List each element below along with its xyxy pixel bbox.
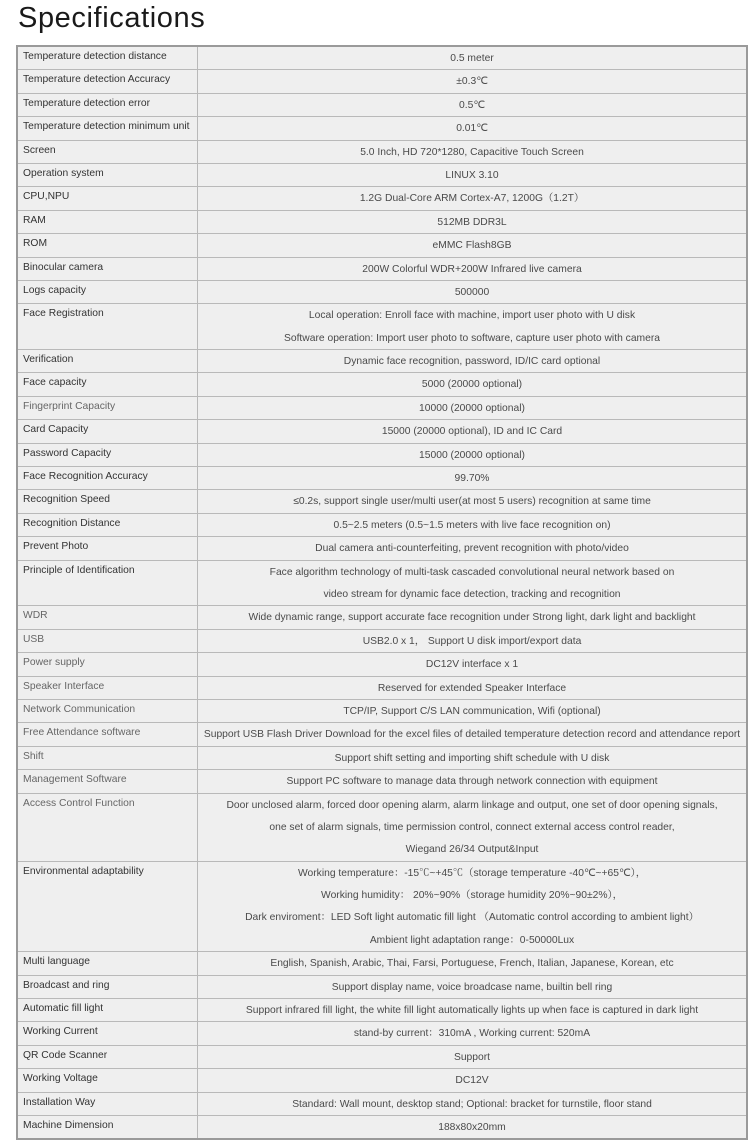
spec-value-line: 99.70% [454,473,490,485]
spec-value-line: 15000 (20000 optional), ID and IC Card [381,426,563,438]
spec-label: Logs capacity [17,280,198,303]
spec-label: Binocular camera [17,257,198,280]
spec-value-line: 1.2G Dual-Core ARM Cortex-A7, 1200G（1.2T） [359,193,585,205]
specifications-table-body [17,46,747,1139]
spec-label: Automatic fill light [17,999,198,1022]
spec-value-line: DC12V interface x 1 [425,659,519,671]
spec-value [198,1022,748,1045]
spec-label: Recognition Distance [17,513,198,536]
spec-row [17,793,747,861]
spec-value [198,70,748,93]
spec-value [198,537,748,560]
spec-label: Principle of Identification [17,560,198,606]
spec-value [198,234,748,257]
spec-row [17,952,747,975]
spec-value-line: Local operation: Enroll face with machine, import user photo with U disk [308,310,636,322]
spec-value-line: 512MB DDR3L [437,216,507,228]
spec-label: Working Voltage [17,1069,198,1092]
spec-label: Network Communication [17,699,198,722]
spec-value [198,699,748,722]
spec-value [198,163,748,186]
spec-value [198,373,748,396]
spec-label: Verification [17,350,198,373]
spec-value-line: 0.5~2.5 meters (0.5~1.5 meters with live face recognition on) [333,519,611,531]
spec-row [17,723,747,746]
spec-label: Fingerprint Capacity [17,396,198,419]
spec-label: ROM [17,234,198,257]
spec-label: Multi language [17,952,198,975]
spec-value [198,210,748,233]
spec-value [198,467,748,490]
spec-value-line: Working temperature：-15℃~+45℃（storage temperature -40℃~+65℃）， [297,867,647,879]
spec-value-line: ±0.3℃ [456,76,488,88]
spec-value-line: Standard: Wall mount, desktop stand; Optional: bracket for turnstile, floor stand [292,1098,652,1110]
spec-row [17,746,747,769]
spec-value [198,187,748,210]
spec-row [17,304,747,350]
spec-value [198,304,748,350]
spec-label: Screen [17,140,198,163]
spec-label: Temperature detection error [17,93,198,116]
spec-label: Working Current [17,1022,198,1045]
spec-row [17,396,747,419]
spec-value [198,443,748,466]
spec-value [198,1045,748,1068]
spec-value-line: 5000 (20000 optional) [421,379,523,391]
spec-label: Access Control Function [17,793,198,861]
spec-value [198,396,748,419]
spec-value [198,280,748,303]
spec-label: Face capacity [17,373,198,396]
spec-label: WDR [17,606,198,629]
spec-row [17,1069,747,1092]
spec-label: Power supply [17,653,198,676]
spec-row [17,140,747,163]
spec-row [17,513,747,536]
spec-value [198,490,748,513]
spec-value [198,1069,748,1092]
spec-row [17,629,747,652]
spec-value-line: ≤0.2s, support single user/multi user(at most 5 users) recognition at same time [293,496,651,508]
spec-value [198,746,748,769]
spec-value-line: eMMC Flash8GB [432,240,512,252]
spec-label: Shift [17,746,198,769]
spec-row [17,257,747,280]
spec-row [17,606,747,629]
spec-value-line: USB2.0 x 1， Support U disk import/export data [362,635,582,647]
spec-row [17,861,747,952]
spec-label: Prevent Photo [17,537,198,560]
spec-label: QR Code Scanner [17,1045,198,1068]
spec-value [198,723,748,746]
spec-label: Face Registration [17,304,198,350]
spec-value [198,793,748,861]
spec-row [17,1045,747,1068]
spec-row [17,373,747,396]
spec-row [17,467,747,490]
spec-row [17,537,747,560]
spec-row [17,443,747,466]
spec-value [198,629,748,652]
spec-row [17,1115,747,1139]
spec-value-line: video stream for dynamic face detection, tracking and recognition [323,588,621,600]
spec-row [17,490,747,513]
spec-row [17,699,747,722]
spec-row [17,46,747,70]
spec-value [198,560,748,606]
spec-label: Broadcast and ring [17,975,198,998]
spec-value-line: 500000 [454,286,490,298]
spec-value-line: Reserved for extended Speaker Interface [377,682,567,694]
spec-value-line: Support PC software to manage data through network connection with equipment [286,776,658,788]
spec-value-line: Door unclosed alarm, forced door opening alarm, alarm linkage and output, one set of door opening signals, [226,799,718,811]
specifications-table [16,45,748,1140]
spec-value-line: TCP/IP, Support C/S LAN communication, Wifi (optional) [343,705,601,717]
spec-value-line: Support USB Flash Driver Download for the excel files of detailed temperature detection record and attendance report [203,729,741,741]
spec-value [198,93,748,116]
spec-row [17,999,747,1022]
spec-value [198,975,748,998]
spec-value-line: Support [453,1051,491,1063]
spec-value-line: 0.01℃ [456,123,488,135]
spec-row [17,560,747,606]
spec-value-line: one set of alarm signals, time permission control, connect external access control reader, [269,821,675,833]
spec-label: RAM [17,210,198,233]
spec-value-line: Wide dynamic range, support accurate face recognition under Strong light, dark light and backlight [248,612,696,624]
spec-value [198,117,748,140]
spec-row [17,163,747,186]
spec-value-line: 10000 (20000 optional) [419,402,525,414]
spec-row [17,234,747,257]
spec-value-line: Working humidity： 20%~90%（storage humidity 20%~90±2%）， [321,890,623,902]
spec-row [17,975,747,998]
spec-row [17,1022,747,1045]
spec-value-line: Support display name, voice broadcase name, builtin bell ring [331,981,613,993]
spec-value-line: 0.5℃ [459,99,485,111]
spec-value [198,257,748,280]
spec-value [198,46,748,70]
spec-label: Temperature detection Accuracy [17,70,198,93]
spec-row [17,653,747,676]
spec-row [17,210,747,233]
spec-value-line: Support shift setting and importing shift schedule with U disk [334,752,610,764]
spec-value-line: Dark enviroment：LED Soft light automatic fill light （Automatic control according to ambient light） [245,912,699,924]
spec-row [17,1092,747,1115]
spec-row [17,420,747,443]
spec-label: Speaker Interface [17,676,198,699]
spec-value-line: Support infrared fill light, the white fill light automatically lights up when face is captured in dark light [245,1005,699,1017]
spec-label: Machine Dimension [17,1115,198,1139]
spec-label: Recognition Speed [17,490,198,513]
spec-value-line: 15000 (20000 optional) [419,449,525,461]
spec-label: Temperature detection distance [17,46,198,70]
spec-label: Password Capacity [17,443,198,466]
spec-row [17,93,747,116]
spec-row [17,280,747,303]
spec-value-line: Ambient light adaptation range：0-50000Lux [369,934,575,946]
spec-value [198,1092,748,1115]
spec-value [198,140,748,163]
spec-label: CPU,NPU [17,187,198,210]
spec-value-line: Dynamic face recognition, password, ID/IC card optional [343,356,601,368]
spec-value [198,770,748,793]
spec-label: Temperature detection minimum unit [17,117,198,140]
spec-value [198,420,748,443]
spec-label: Card Capacity [17,420,198,443]
spec-value-line: DC12V [455,1075,489,1087]
spec-value-line: LINUX 3.10 [445,169,499,181]
spec-label: USB [17,629,198,652]
spec-label: Operation system [17,163,198,186]
spec-row [17,350,747,373]
spec-value [198,350,748,373]
spec-value-line: Face algorithm technology of multi-task cascaded convolutional neural network based on [269,566,675,578]
spec-label: Free Attendance software [17,723,198,746]
spec-value [198,606,748,629]
spec-value-line: Wiegand 26/34 Output&Input [405,844,539,856]
spec-value-line: 5.0 Inch, HD 720*1280, Capacitive Touch Screen [360,146,584,158]
spec-value-line: 200W Colorful WDR+200W Infrared live camera [362,263,582,275]
spec-value-line: 0.5 meter [450,53,494,64]
spec-label: Face Recognition Accuracy [17,467,198,490]
spec-label: Management Software [17,770,198,793]
spec-value-line: English, Spanish, Arabic, Thai, Farsi, Portuguese, French, Italian, Japanese, Korean, etc [270,958,674,970]
spec-row [17,70,747,93]
spec-value [198,999,748,1022]
spec-value-line: Dual camera anti-counterfeiting, prevent recognition with photo/video [315,543,629,555]
spec-label: Installation Way [17,1092,198,1115]
spec-row [17,770,747,793]
spec-label: Environmental adaptability [17,861,198,952]
page-title: Specifications [18,2,206,34]
spec-value [198,952,748,975]
spec-value [198,1115,748,1139]
spec-row [17,676,747,699]
spec-row [17,187,747,210]
spec-value [198,653,748,676]
spec-value-line: 188x80x20mm [438,1121,506,1133]
spec-value-line: Software operation: Import user photo to software, capture user photo with camera [283,332,661,344]
spec-value [198,513,748,536]
spec-value [198,676,748,699]
spec-value-line: stand-by current：310mA , Working current: 520mA [353,1028,591,1040]
spec-row [17,117,747,140]
spec-value [198,861,748,952]
